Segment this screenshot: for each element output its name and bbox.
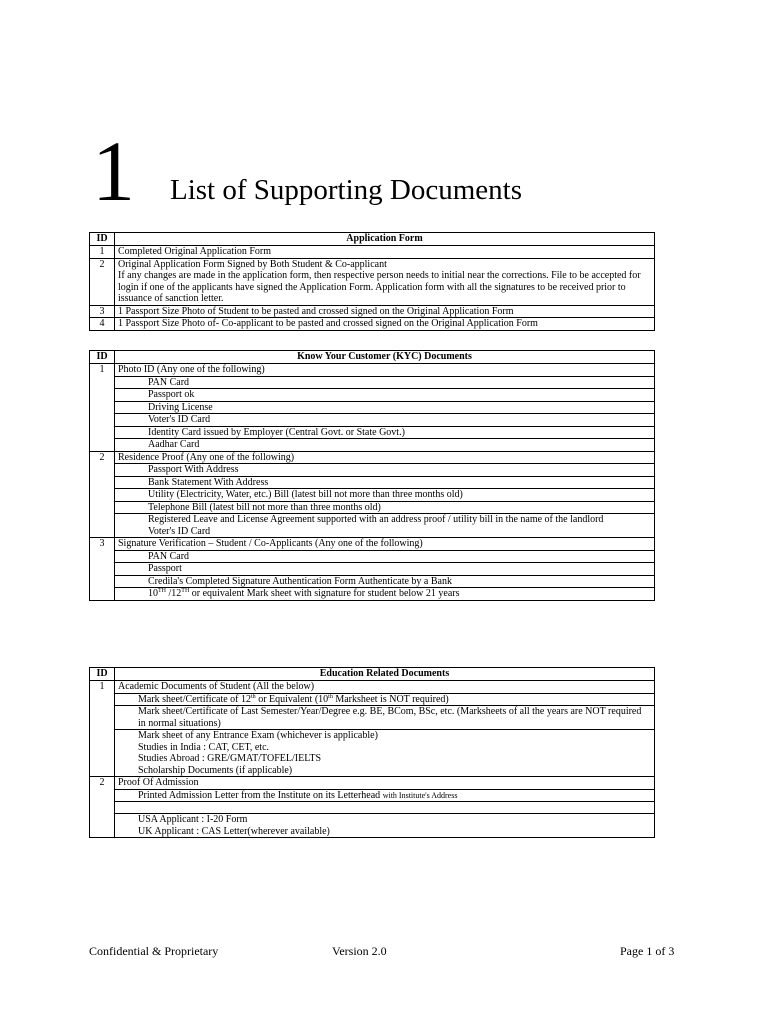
row-text: 1 Passport Size Photo of- Co-applicant to be pasted and crossed signed on the Original Application Form	[115, 318, 655, 331]
list-item: Passport With Address	[115, 464, 655, 477]
table-row	[90, 777, 655, 790]
list-item: Identity Card issued by Employer (Central Govt. or State Govt.)	[115, 426, 655, 439]
group-label: Photo ID (Any one of the following)	[115, 364, 655, 377]
table-header-row	[90, 668, 655, 681]
list-item	[115, 514, 655, 538]
list-item-text: Voter's ID Card	[148, 525, 211, 537]
letter-text: Printed Admission Letter from the Institute on its Letterhead	[138, 789, 383, 801]
mark-sup: TH	[158, 588, 166, 594]
group-label: Signature Verification – Student / Co-Applicants (Any one of the following)	[115, 538, 655, 551]
empty-cell	[115, 802, 655, 814]
table-header-row	[90, 233, 655, 246]
table-header-row	[90, 351, 655, 364]
ms-text: Mark sheet/Certificate of 12	[138, 693, 252, 705]
ms-text: Marksheet is NOT required)	[332, 693, 449, 705]
table-row	[90, 258, 655, 305]
row-id: 2	[90, 777, 115, 838]
list-item	[115, 706, 655, 730]
application-form-table	[89, 232, 655, 331]
table-row	[90, 246, 655, 259]
group-label: Academic Documents of Student (All the below)	[115, 681, 655, 694]
list-item: Bank Statement With Address	[115, 476, 655, 489]
application-form-header: Application Form	[115, 233, 655, 246]
id-header: ID	[90, 668, 115, 681]
list-item-text: Studies Abroad : GRE/GMAT/TOFEL/IELTS	[138, 753, 322, 764]
list-item-text: Registered Leave and License Agreement supported with an address proof / utility bill in the name of the landlord	[148, 514, 604, 525]
letter-tail: with Institute's Address	[382, 790, 458, 800]
list-item: Driving License	[115, 401, 655, 414]
ms-last-text: Mark sheet/Certificate of Last Semester/Year/Degree e.g. BE, BCom, BSc, etc. (Marksheets of all the years are NOT required in normal situations)	[138, 706, 642, 729]
footer-confidential: Confidential & Proprietary	[89, 944, 219, 958]
ms-sup: th	[251, 693, 256, 700]
group-label: Proof Of Admission	[115, 777, 655, 790]
list-item: Credila's Completed Signature Authentication Form Authenticate by a Bank	[115, 575, 655, 588]
list-item-text: UK Applicant : CAS Letter(wherever available)	[138, 825, 330, 837]
row-id: 2	[90, 258, 115, 305]
section-title: List of Supporting Documents	[170, 174, 523, 206]
row-detail: If any changes are made in the application form, then respective person needs to initial near the corrections. File to be accepted for login if one of the applicants have signed the Application Form. Application form with all the signatures to be received prior to issuance of sanction letter.	[118, 270, 641, 304]
list-item	[115, 730, 655, 777]
list-item: Passport ok	[115, 389, 655, 402]
table-row	[90, 451, 655, 464]
list-item: Voter's ID Card	[115, 414, 655, 427]
table-row	[90, 538, 655, 551]
mark-text: /12	[166, 588, 182, 599]
list-item: Aadhar Card	[115, 439, 655, 452]
ms-last	[118, 706, 651, 729]
row-id: 1	[90, 364, 115, 452]
id-header: ID	[90, 351, 115, 364]
table-row	[90, 318, 655, 331]
list-item-text: Studies in India : CAT, CET, etc.	[138, 741, 270, 753]
id-header: ID	[90, 233, 115, 246]
row-id: 2	[90, 451, 115, 538]
list-item: Utility (Electricity, Water, etc.) Bill (latest bill not more than three months old)	[115, 489, 655, 502]
kyc-header: Know Your Customer (KYC) Documents	[115, 351, 655, 364]
row-title: Original Application Form Signed by Both Student & Co-applicant	[118, 258, 387, 270]
list-item: PAN Card	[115, 550, 655, 563]
footer-page: Page 1 of 3	[620, 944, 675, 958]
section-number: 1	[92, 123, 135, 219]
table-row	[90, 305, 655, 318]
list-item: Passport	[115, 563, 655, 576]
table-row	[90, 681, 655, 694]
education-header: Education Related Documents	[115, 668, 655, 681]
row-text	[115, 258, 655, 305]
group-label: Residence Proof (Any one of the following)	[115, 451, 655, 464]
mark-text: 10	[148, 588, 158, 599]
ms-sup: th	[328, 693, 333, 700]
list-item	[115, 814, 655, 838]
row-id: 3	[90, 538, 115, 601]
list-item-text: Mark sheet of any Entrance Exam (whichever is applicable)	[138, 730, 378, 741]
mark-sup: TH	[181, 588, 190, 594]
mark-text: or equivalent Mark sheet with signature for student below 21 years	[189, 588, 460, 599]
ms-text: or Equivalent (10	[255, 693, 329, 705]
footer-version: Version 2.0	[332, 944, 387, 958]
table-row	[90, 364, 655, 377]
row-text: Completed Original Application Form	[115, 246, 655, 259]
list-item: PAN Card	[115, 376, 655, 389]
list-item	[115, 588, 655, 601]
row-id: 4	[90, 318, 115, 331]
education-table	[89, 667, 655, 838]
list-item-text: Scholarship Documents (if applicable)	[138, 764, 293, 776]
list-item	[115, 693, 655, 706]
list-item: Telephone Bill (latest bill not more than three months old)	[115, 501, 655, 514]
list-item-text: USA Applicant : I-20 Form	[138, 814, 248, 825]
row-id: 1	[90, 681, 115, 777]
row-id: 3	[90, 305, 115, 318]
list-item	[115, 789, 655, 802]
row-text: 1 Passport Size Photo of Student to be pasted and crossed signed on the Original Application Form	[115, 305, 655, 318]
row-id: 1	[90, 246, 115, 259]
kyc-table	[89, 350, 655, 601]
